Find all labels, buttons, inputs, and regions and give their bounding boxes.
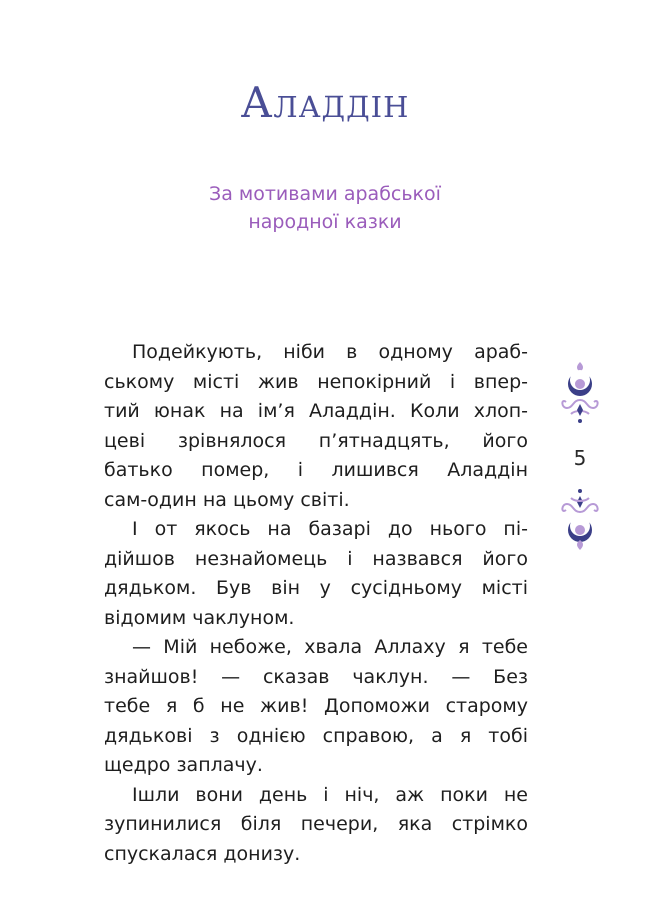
text-line: відомим чаклуном. <box>104 606 295 629</box>
text-line: дядьком. Був він у сусідньому місті <box>104 577 528 599</box>
crescent-ornament-icon <box>557 360 603 424</box>
text-line: зупинилися біля печери, яка стрімко <box>104 813 528 835</box>
crescent-ornament-icon <box>557 488 603 552</box>
text-line: знайшов! — сказав чаклун. — Без <box>104 665 528 688</box>
text-line: щедро заплачу. <box>104 754 263 776</box>
page-title: Аладдін <box>240 78 410 127</box>
text-line: — Мій небоже, хвала Аллаху я тебе <box>132 636 528 658</box>
paragraph <box>104 338 528 515</box>
text-line: спускалася донизу. <box>104 842 301 865</box>
text-line: батько помер, і лишився Аладдін <box>104 459 528 481</box>
page-number: 5 <box>573 446 587 470</box>
subtitle-line-1: За мотивами арабської <box>209 183 441 205</box>
text-line: Подейкують, ніби в одному араб- <box>132 341 528 363</box>
paragraph <box>104 633 528 781</box>
text-line: дядькові з однією справою, а я тобі <box>104 724 528 747</box>
text-line: дійшов незнайомець і назвався його <box>104 547 528 570</box>
paragraph <box>104 515 528 633</box>
text-line: тебе я б не жив! Допоможи старому <box>104 695 528 717</box>
text-line: тий юнак на ім’я Аладдін. Коли хлоп- <box>104 400 528 422</box>
text-line: Ішли вони день і ніч, аж поки не <box>132 783 528 806</box>
subtitle <box>0 180 650 236</box>
story-text <box>104 338 528 869</box>
text-line: ському місті жив непокірний і впер- <box>104 370 528 393</box>
text-line: сам-один на цьому світі. <box>104 488 350 511</box>
paragraph <box>104 781 528 870</box>
text-line: цеві зрівнялося п’ятнадцять, його <box>104 429 528 452</box>
subtitle-line-2: народної казки <box>248 211 402 233</box>
text-line: І от якось на базарі до нього пі- <box>132 518 528 540</box>
